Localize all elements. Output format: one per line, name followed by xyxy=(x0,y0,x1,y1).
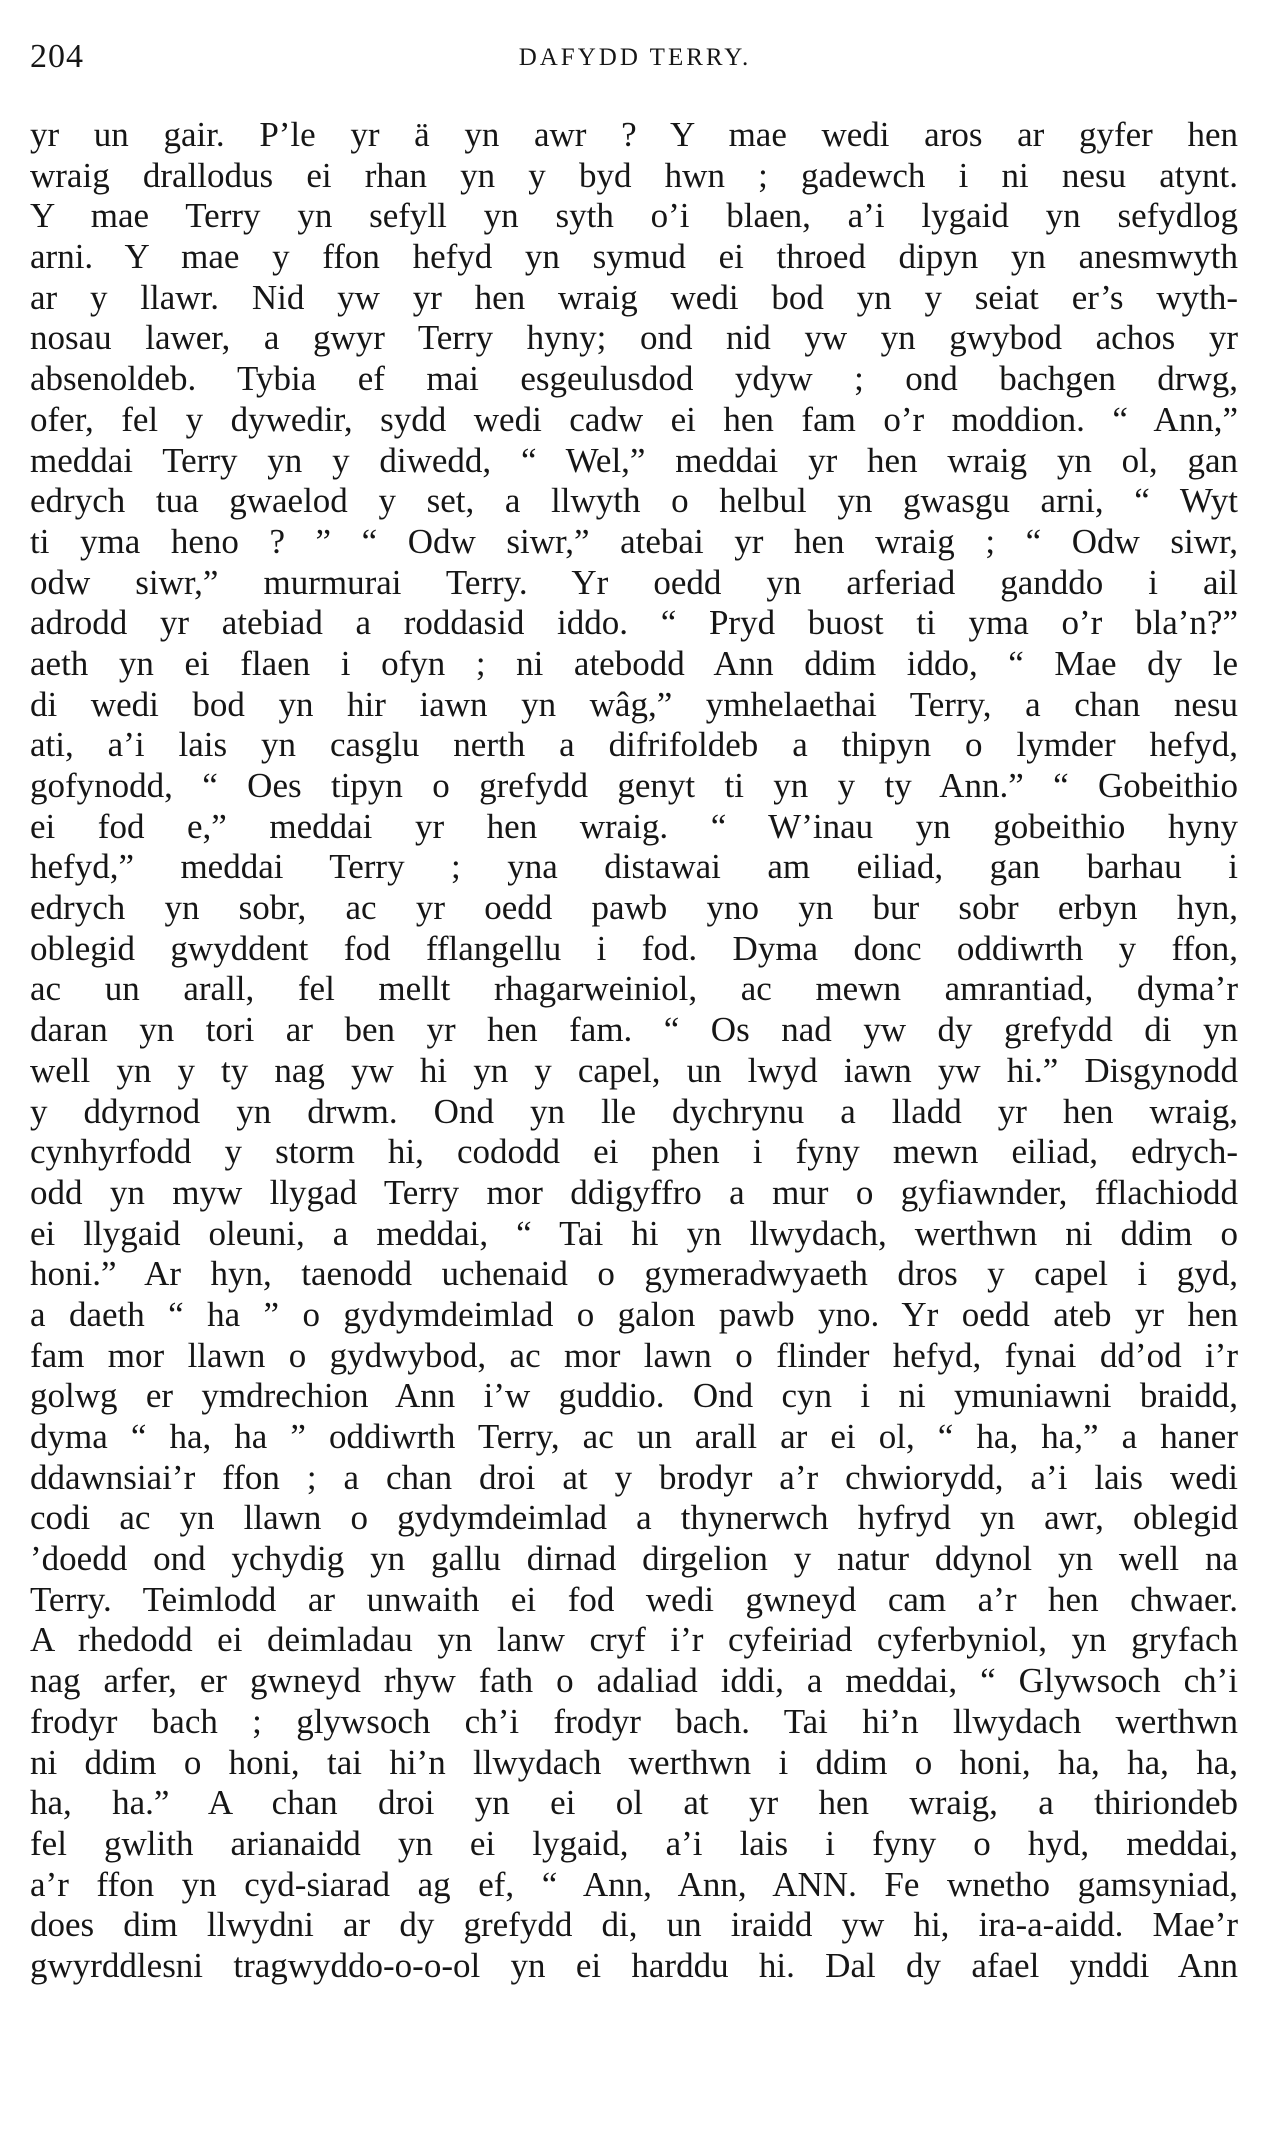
text-line: gofynodd, “ Oes tipyn o grefydd genyt ti yn y ty Ann.” “ Gobeithio xyxy=(30,766,1238,805)
text-line: nag arfer, er gwneyd rhyw fath o adaliad iddi, a meddai, “ Glywsoch ch’i xyxy=(30,1661,1238,1701)
text-line: oblegid gwyddent fod fflangellu i fod. Dyma donc oddiwrth y ffon, xyxy=(30,928,1238,968)
text-line: cynhyrfodd y storm hi, cododd ei phen i fyny mewn eiliad, edrych- xyxy=(30,1132,1238,1172)
text-line: daran yn tori ar ben yr hen fam. “ Os nad yw dy grefydd di yn xyxy=(30,1010,1238,1050)
running-head xyxy=(30,34,1240,94)
text-line: frodyr bach ; glywsoch ch’i frodyr bach. Tai hi’n llwydach werthwn xyxy=(30,1701,1238,1741)
text-line: well yn y ty nag yw hi yn y capel, un lwyd iawn yw hi.” Disgynodd xyxy=(30,1050,1238,1090)
text-line: ti yma heno ? ” “ Odw siwr,” atebai yr hen wraig ; “ Odw siwr, xyxy=(30,521,1238,561)
text-line: ’doedd ond ychydig yn gallu dirnad dirgelion y natur ddynol yn well na xyxy=(30,1539,1238,1579)
text-line: Y mae Terry yn sefyll yn syth o’i blaen, a’i lygaid yn sefydlog xyxy=(30,196,1238,236)
text-line: fam mor llawn o gydwybod, ac mor lawn o flinder hefyd, fynai dd’od i’r xyxy=(30,1335,1238,1375)
text-line: ar y llawr. Nid yw yr hen wraig wedi bod yn y seiat er’s wyth- xyxy=(30,277,1238,317)
text-line: wraig drallodus ei rhan yn y byd hwn ; gadewch i ni nesu atynt. xyxy=(30,155,1238,195)
text-line: a’r ffon yn cyd-siarad ag ef, “ Ann, Ann, ANN. Fe wnetho gamsyniad, xyxy=(30,1864,1238,1904)
text-line: adrodd yr atebiad a roddasid iddo. “ Pryd buost ti yma o’r bla’n?” xyxy=(30,603,1238,643)
text-line: A rhedodd ei deimladau yn lanw cryf i’r cyfeiriad cyferbyniol, yn gryfach xyxy=(30,1620,1238,1660)
text-line: ei llygaid oleuni, a meddai, “ Tai hi yn llwydach, werthwn ni ddim o xyxy=(30,1213,1238,1253)
text-line: Terry. Teimlodd ar unwaith ei fod wedi gwneyd cam a’r hen chwaer. xyxy=(30,1579,1238,1619)
text-line: does dim llwydni ar dy grefydd di, un iraidd yw hi, ira-a-aidd. Mae’r xyxy=(30,1905,1238,1945)
text-line: nosau lawer, a gwyr Terry hyny; ond nid yw yn gwybod achos yr xyxy=(30,318,1238,358)
text-line: hefyd,” meddai Terry ; yna distawai am eiliad, gan barhau i xyxy=(30,847,1238,887)
text-line: y ddyrnod yn drwm. Ond yn lle dychrynu a lladd yr hen wraig, xyxy=(30,1091,1238,1131)
text-line: codi ac yn llawn o gydymdeimlad a thynerwch hyfryd yn awr, oblegid xyxy=(30,1498,1238,1538)
text-line: a daeth “ ha ” o gydymdeimlad o galon pawb yno. Yr oedd ateb yr hen xyxy=(30,1294,1238,1334)
text-line: ei fod e,” meddai yr hen wraig. “ W’inau yn gobeithio hyny xyxy=(30,806,1238,846)
text-line: yr un gair. P’le yr ä yn awr ? Y mae wedi aros ar gyfer hen xyxy=(30,115,1238,154)
text-line: dyma “ ha, ha ” oddiwrth Terry, ac un arall ar ei ol, “ ha, ha,” a haner xyxy=(30,1417,1238,1456)
text-line: ati, a’i lais yn casglu nerth a difrifoldeb a thipyn o lymder hefyd, xyxy=(30,725,1238,765)
text-line: fel gwlith arianaidd yn ei lygaid, a’i lais i fyny o hyd, meddai, xyxy=(30,1823,1238,1863)
text-line: golwg er ymdrechion Ann i’w guddio. Ond cyn i ni ymuniawni braidd, xyxy=(30,1376,1238,1416)
text-line: odd yn myw llygad Terry mor ddigyffro a mur o gyfiawnder, fflachiodd xyxy=(30,1172,1238,1212)
text-line: ddawnsiai’r ffon ; a chan droi at y brodyr a’r chwiorydd, a’i lais wedi xyxy=(30,1457,1238,1497)
text-line: edrych tua gwaelod y set, a llwyth o helbul yn gwasgu arni, “ Wyt xyxy=(30,481,1238,521)
text-line: di wedi bod yn hir iawn yn wâg,” ymhelaethai Terry, a chan nesu xyxy=(30,684,1238,724)
text-line: odw siwr,” murmurai Terry. Yr oedd yn arferiad ganddo i ail xyxy=(30,562,1238,602)
text-line: ha, ha.” A chan droi yn ei ol at yr hen wraig, a thiriondeb xyxy=(30,1783,1238,1823)
page-number: 204 xyxy=(30,38,84,75)
text-line: arni. Y mae y ffon hefyd yn symud ei throed dipyn yn anesmwyth xyxy=(30,237,1238,277)
text-line: honi.” Ar hyn, taenodd uchenaid o gymeradwyaeth dros y capel i gyd, xyxy=(30,1254,1238,1294)
text-line: ac un arall, fel mellt rhagarweiniol, ac mewn amrantiad, dyma’r xyxy=(30,969,1238,1009)
text-line: ofer, fel y dywedir, sydd wedi cadw ei hen fam o’r moddion. “ Ann,” xyxy=(30,399,1238,439)
text-line: edrych yn sobr, ac yr oedd pawb yno yn bur sobr erbyn hyn, xyxy=(30,888,1238,928)
running-title: DAFYDD TERRY. xyxy=(518,44,752,71)
text-line: absenoldeb. Tybia ef mai esgeulusdod ydyw ; ond bachgen drwg, xyxy=(30,359,1238,399)
text-line: gwyrddlesni tragwyddo-o-o-ol yn ei harddu hi. Dal dy afael ynddi Ann xyxy=(30,1945,1238,1985)
text-line: ni ddim o honi, tai hi’n llwydach werthwn i ddim o honi, ha, ha, ha, xyxy=(30,1742,1238,1782)
text-line: meddai Terry yn y diwedd, “ Wel,” meddai yr hen wraig yn ol, gan xyxy=(30,440,1238,480)
text-line: aeth yn ei flaen i ofyn ; ni atebodd Ann ddim iddo, “ Mae dy le xyxy=(30,643,1238,683)
body-text xyxy=(30,115,1238,1987)
